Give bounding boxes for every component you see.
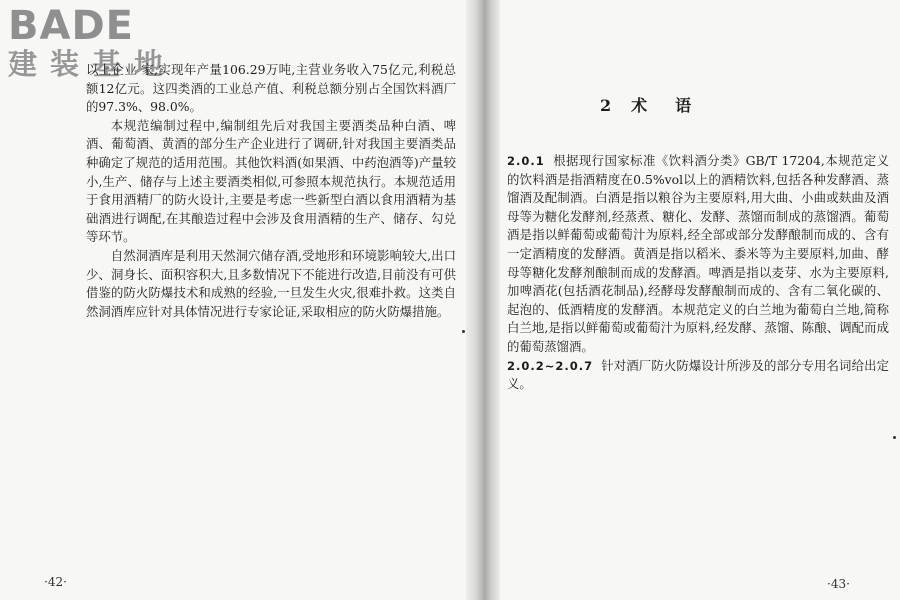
chapter-title: 术语	[631, 96, 720, 115]
right-page-body	[507, 152, 889, 394]
page-number-right: ·43·	[827, 577, 850, 591]
chapter-number: 2	[600, 96, 614, 115]
paragraph: 以上企业 家,实现年产量106.29万吨,主营业务收入75亿元,利税总额12亿元。这四类酒的工业总产值、利税总额分别占全国饮料酒厂的97.3%、98.0%。	[86, 62, 456, 115]
clause-text: 针对酒厂防火防爆设计所涉及的部分专用名词给出定义。	[507, 357, 889, 392]
scan-speck	[462, 330, 465, 333]
book-gutter	[466, 0, 500, 600]
logo-text-latin: BADE	[8, 3, 134, 49]
clause-number: 2.0.2~2.0.7	[507, 358, 594, 373]
clause	[507, 357, 889, 394]
page-number-left: ·42·	[44, 575, 67, 589]
clause	[507, 152, 889, 357]
logo-text-chinese: 建装基地	[8, 47, 177, 81]
chapter-heading	[600, 93, 760, 116]
clause-number: 2.0.1	[507, 154, 545, 168]
paragraph: 本规范编制过程中,编制组先后对我国主要酒类品种白酒、啤酒、葡萄酒、黄酒的部分生产企业进行了调研,针对我国主要酒类品种确定了规范的适用范围。其他饮料酒(如果酒、中药泡酒等)产量较小,生产、储存与上述主要酒类相似,可参照本规范执行。本规范适用于食用酒精厂的防火设计,主要是考虑一些新型白酒以食用酒精为基础酒进行调配,在其酿造过程中会涉及食用酒精的生产、储存、勾兑等环节。	[86, 117, 456, 245]
paragraph: 自然洞酒库是利用天然洞穴储存酒,受地形和环境影响较大,出口少、洞身长、面积容积大,且多数情况下不能进行改造,目前没有可供借鉴的防火防爆技术和成熟的经验,一旦发生火灾,很难扑救。这类自然洞酒库应针对具体情况进行专家论证,采取相应的防火防爆措施。	[86, 247, 456, 319]
scan-speck	[893, 436, 896, 439]
left-page-body	[86, 61, 456, 321]
clause-text: 根据现行国家标准《饮料酒分类》GB/T 17204,本规范定义的饮料酒是指酒精度在0.5%vol以上的酒精饮料,包括各种发酵酒、蒸馏酒及配制酒。白酒是指以粮谷为主要原料,用大曲、小曲或麸曲及酒母等为糖化发酵剂,经蒸煮、糖化、发酵、蒸馏而制成的蒸馏酒。葡萄酒是指以鲜葡萄或葡萄汁为原料,经全部或部分发酵酿制而成的、含有一定酒精度的发酵酒。黄酒是指以稻米、黍米等为主要原料,加曲、酵母等糖化发酵剂酿制而成的发酵酒。啤酒是指以麦芽、水为主要原料,加啤酒花(包括酒花制品),经酵母发酵酿制而成的、含有二氧化碳的、起泡的、低酒精度的发酵酒。本规范定义的白兰地为葡萄白兰地,简称白兰地,是指以鲜葡萄或葡萄汁为原料,经发酵、蒸馏、陈酿、调配而成的葡萄蒸馏酒。	[507, 153, 889, 354]
